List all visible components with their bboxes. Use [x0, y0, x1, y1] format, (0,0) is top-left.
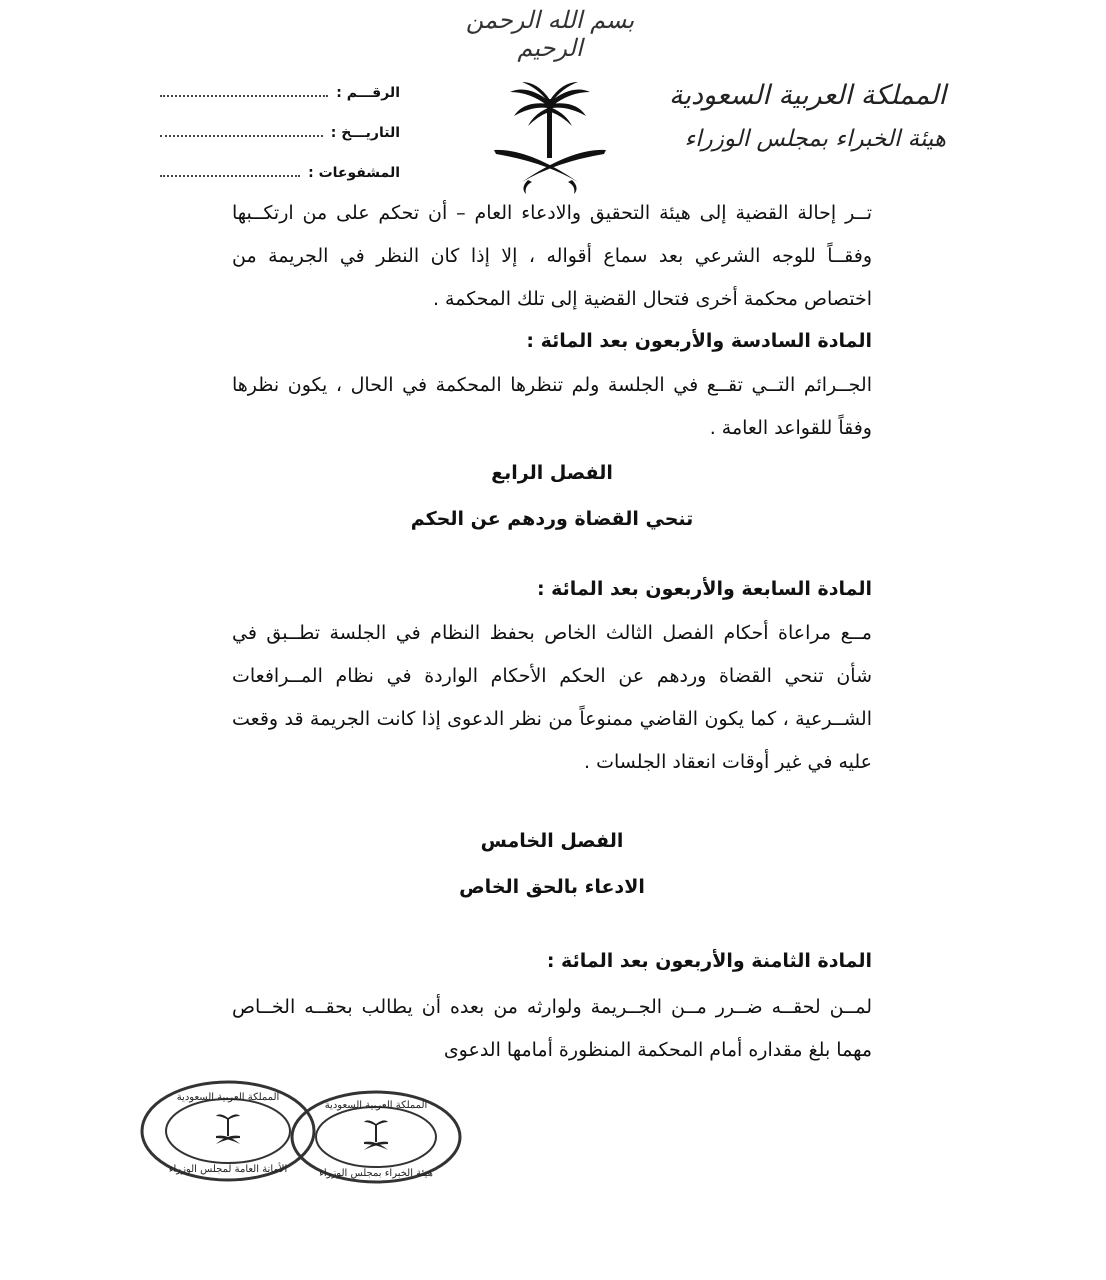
left-stamp-outer-text: المملكة العربية السعودية: [176, 1092, 280, 1103]
experts-commission-stamp: [288, 1088, 464, 1186]
date-dotted-line: [160, 124, 323, 137]
article-147-title: المادة السابعة والأربعون بعد المائة :: [536, 578, 872, 600]
left-stamp-inner-text: الأمانة العامة لمجلس الوزراء: [168, 1164, 288, 1175]
palm-swords-emblem: [488, 78, 612, 202]
chapter-5-subtitle: الادعاء بالحق الخاص: [459, 876, 645, 898]
chapter-5-title: الفصل الخامس: [480, 830, 624, 852]
article-148-text: لمــن لحقــه ضــرر مــن الجــريمة ولوارثه من بعده أن يطالب بحقــه الخــاص مهما بلغ مقداره أمام المحكمة المنظورة أمامها الدعوى: [232, 996, 872, 1061]
article-146-text: الجــرائم التــي تقــع في الجلسة ولم تنظرها المحكمة في الحال ، يكون نظرها وفقاً للقواعد العامة .: [232, 374, 872, 439]
article-147-text: مــع مراعاة أحكام الفصل الثالث الخاص بحفظ النظام في الجلسة تطــبق في شأن تنحي القضاة وردهم عن الحكم الأحكام الواردة في نظام المــرافعات الشــرعية ، كما يكون القاضي ممنوعاً من نظر الدعوى إذا كانت الجريمة قد وقعت عليه في غير أوقات انعقاد الجلسات .: [232, 622, 872, 773]
attachments-dotted-line: [160, 164, 300, 177]
basmala: بسم الله الرحمن الرحيم: [465, 6, 635, 62]
ref-number-dotted-line: [160, 84, 328, 97]
ref-number-row: [160, 84, 400, 101]
chapter-4-title: الفصل الرابع: [491, 462, 613, 484]
chapter-4-subtitle: تنحي القضاة وردهم عن الحكم: [410, 508, 694, 530]
right-stamp-outer-text: المملكة العربية السعودية: [324, 1100, 428, 1111]
org-name-line2: هيئة الخبراء بمجلس الوزراء: [684, 126, 946, 152]
attachments-row: [160, 164, 400, 181]
article-146-title: المادة السادسة والأربعون بعد المائة :: [526, 330, 872, 352]
date-label: التاريـــخ :: [330, 125, 400, 141]
article-148-title: المادة الثامنة والأربعون بعد المائة :: [546, 950, 872, 972]
attachments-label: المشفوعات :: [308, 165, 400, 181]
ref-number-label: الرقـــم :: [336, 85, 400, 101]
right-stamp-inner-text: هيئة الخبراء بمجلس الوزراء: [319, 1168, 433, 1179]
date-row: [160, 124, 400, 141]
org-name-line1: المملكة العربية السعودية: [668, 80, 946, 111]
paragraph-continuation: تــر إحالة القضية إلى هيئة التحقيق والادعاء العام – أن تحكم على من ارتكــبها وفقــاً للوجه الشرعي بعد سماع أقواله ، إلا إذا كان النظر في الجريمة من اختصاص محكمة أخرى فتحال القضية إلى تلك المحكمة .: [232, 202, 872, 310]
